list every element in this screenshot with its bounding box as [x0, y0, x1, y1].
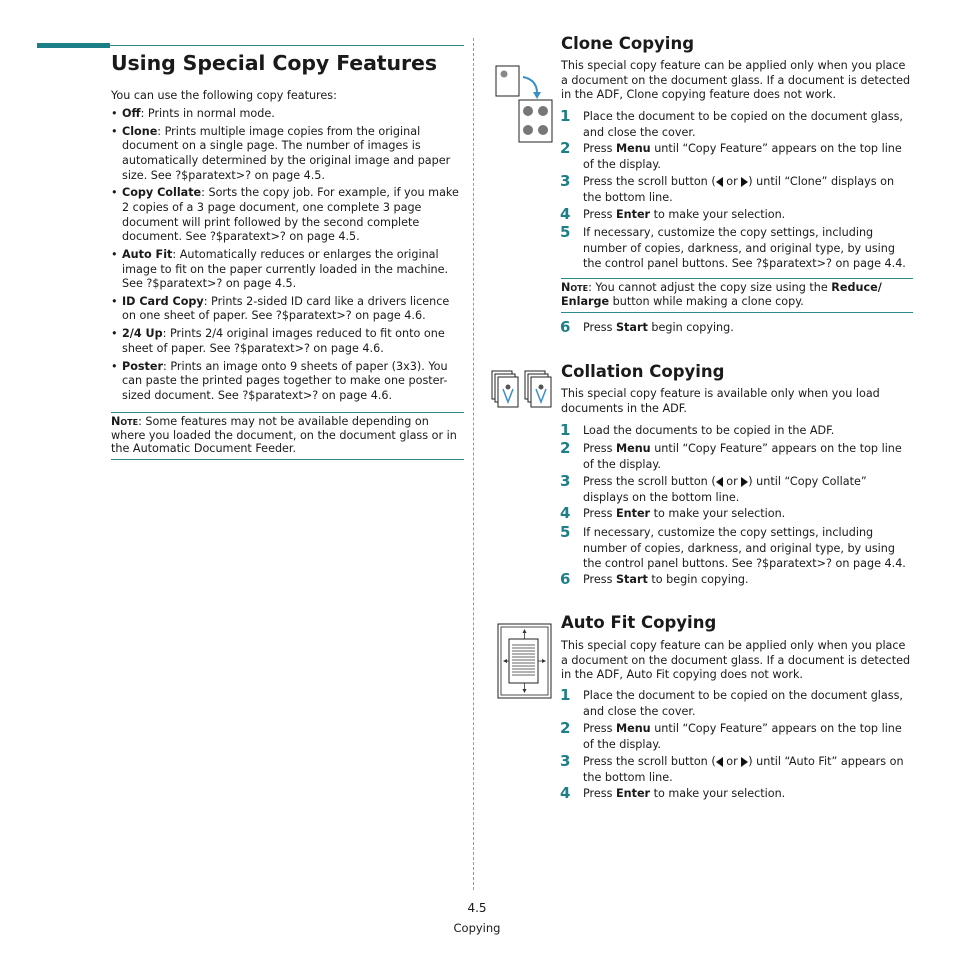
step-text: Press the scroll button ( or ) until “Clone” displays on the bottom line.: [583, 175, 895, 204]
step-text: Press Enter to make your selection.: [583, 787, 786, 800]
step-text: Press Enter to make your selection.: [583, 507, 786, 520]
step-number: 6: [560, 570, 571, 588]
step-number: 1: [560, 107, 571, 125]
step-text: If necessary, customize the copy settings, including number of copies, darkness, and original type, by using the control panel buttons. See ?$paratext>? on page 4.4.: [583, 226, 906, 270]
feature-item: • 2/4 Up: Prints 2/4 original images reduced to fit onto one sheet of paper. See ?$paratext>? on page 4.6.: [111, 327, 462, 356]
step-number: 3: [560, 172, 571, 190]
feature-item: • Clone: Prints multiple image copies from the original document on a single page. The number of images is automatically determined by the original image and paper size. See ?$paratext>? on page 4.5.: [111, 125, 462, 183]
step-number: 4: [560, 504, 571, 522]
note-label: Note: [111, 415, 139, 428]
step-text: Press Menu until “Copy Feature” appears on the top line of the display.: [583, 722, 902, 751]
feature-item: • Auto Fit: Automatically reduces or enlarges the original image to fit on the paper currently loaded in the machine. See ?$paratext>? on page 4.5.: [111, 248, 462, 292]
step-number: 2: [560, 439, 571, 457]
step-text: Press Start to begin copying.: [583, 573, 749, 586]
step-text: Place the document to be copied on the document glass, and close the cover.: [583, 110, 903, 139]
section-name: Copying: [453, 921, 501, 935]
step-text: Place the document to be copied on the document glass, and close the cover.: [583, 689, 903, 718]
feature-item: • Poster: Prints an image onto 9 sheets of paper (3x3). You can paste the printed pages together to make one poster-sized document. See ?$paratext>? on page 4.6.: [111, 360, 462, 404]
step-text: Press Menu until “Copy Feature” appears on the top line of the display.: [583, 142, 902, 171]
collation-intro: This special copy feature is available only when you load documents in the ADF.: [561, 387, 880, 415]
autofit-illustration-icon: [497, 623, 552, 699]
scroll-left-icon: [716, 177, 723, 187]
clone-note: Note: You cannot adjust the copy size using the Reduce/ Enlarge button while making a clone copy.: [561, 281, 882, 308]
scroll-left-icon: [716, 757, 723, 767]
left-note: Note: Some features may not be available depending on where you loaded the document, on the document glass or in the Automatic Document Feeder.: [111, 415, 457, 456]
note-rule-top: [111, 412, 464, 413]
feature-list: [111, 107, 462, 407]
feature-item: • Copy Collate: Sorts the copy job. For example, if you make 2 copies of a 3 page document, one complete 3 page document will print followed by the second complete document. See ?$paratext>? on page 4.5.: [111, 186, 462, 244]
step-number: 1: [560, 686, 571, 704]
step-number: 5: [560, 223, 571, 241]
feature-item: • Off: Prints in normal mode.: [111, 107, 462, 122]
collation-illustration-icon: [490, 369, 556, 411]
step-text: Press the scroll button ( or ) until “Copy Collate” displays on the bottom line.: [583, 475, 867, 504]
clone-note-rule-top: [561, 278, 913, 279]
step-number: 6: [560, 318, 571, 336]
step-number: 4: [560, 205, 571, 223]
step-number: 2: [560, 139, 571, 157]
step-text: Press Menu until “Copy Feature” appears on the top line of the display.: [583, 442, 902, 471]
clone-illustration-icon: [493, 63, 553, 145]
clone-heading: Clone Copying: [561, 34, 695, 53]
note-rule-bottom: [111, 459, 464, 460]
step-number: 2: [560, 719, 571, 737]
autofit-heading: Auto Fit Copying: [561, 613, 717, 632]
page-number: 4.5: [467, 901, 487, 915]
page-title: Using Special Copy Features: [111, 51, 437, 75]
step-text: Press Enter to make your selection.: [583, 208, 786, 221]
step-number: 3: [560, 752, 571, 770]
step-text: Load the documents to be copied in the ADF.: [583, 424, 835, 437]
clone-intro: This special copy feature can be applied only when you place a document on the document glass. If a document is detected in the ADF, Clone copying feature does not work.: [561, 59, 911, 102]
collation-heading: Collation Copying: [561, 362, 725, 381]
step-number: 1: [560, 421, 571, 439]
autofit-intro: This special copy feature can be applied only when you place a document on the document glass. If a document is detected in the ADF, Auto Fit copying does not work.: [561, 639, 911, 682]
step-text: Press Start begin copying.: [583, 321, 734, 334]
feature-item: • ID Card Copy: Prints 2-sided ID card like a drivers licence on one sheet of paper. See ?$paratext>? on page 4.6.: [111, 295, 462, 324]
clone-note-rule-bottom: [561, 312, 913, 313]
header-rule: [110, 45, 464, 46]
step-number: 5: [560, 523, 571, 541]
step-text: If necessary, customize the copy settings, including number of copies, darkness, and original type, by using the control panel buttons. See ?$paratext>? on page 4.4.: [583, 526, 906, 570]
step-text: Press the scroll button ( or ) until “Auto Fit” appears on the bottom line.: [583, 755, 904, 784]
header-accent-bar: [37, 43, 110, 48]
step-number: 3: [560, 472, 571, 490]
intro-text: You can use the following copy features:: [111, 89, 337, 102]
scroll-left-icon: [716, 477, 723, 487]
column-divider: [473, 38, 474, 890]
step-number: 4: [560, 784, 571, 802]
